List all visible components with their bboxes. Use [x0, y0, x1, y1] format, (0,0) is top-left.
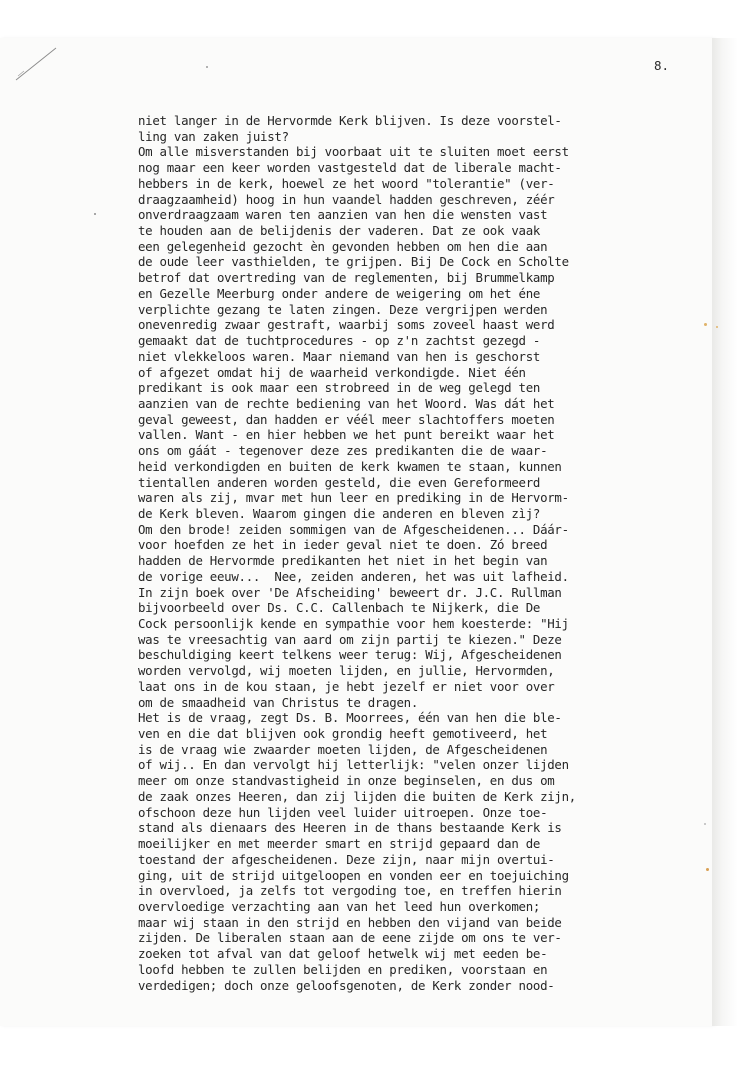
- text-line: niet vlekkeloos waren. Maar niemand van hen is geschorst: [138, 348, 541, 364]
- paper-speck: [206, 66, 208, 68]
- text-line: hadden de Hervormde predikanten het niet in het begin van: [138, 553, 548, 569]
- text-line: ling van zaken juist?: [138, 128, 289, 144]
- text-line: ons om gáát - tegenover deze zes predikanten die de waar-: [138, 443, 548, 459]
- text-line: aanzien van de rechte bediening van het Woord. Was dát het: [138, 395, 555, 411]
- text-line: Het is de vraag, zegt Ds. B. Moorrees, één van hen die ble-: [138, 710, 562, 726]
- paper-speck: [704, 823, 706, 825]
- text-line: zoeken tot afval van dat geloof hetwelk wij met eeden be-: [138, 946, 548, 962]
- text-line: overvloedige verzachting aan van het leed hun overkomen;: [138, 898, 541, 914]
- text-line: en Gezelle Meerburg onder andere de weigering om het éne: [138, 285, 541, 301]
- text-line: waren als zij, mvar met hun leer en prediking in de Hervorm-: [138, 490, 569, 506]
- text-line: onevenredig zwaar gestraft, waarbij soms zoveel haast werd: [138, 317, 555, 333]
- text-line: ging, uit de strijd uitgeloopen en vonden eer en toejuiching: [138, 867, 569, 883]
- text-line: verdedigen; doch onze geloofsgenoten, de Kerk zonder nood-: [138, 977, 555, 993]
- text-line: hebbers in de kerk, hoewel ze het woord "tolerantie" (ver-: [138, 175, 555, 191]
- text-line: of afgezet omdat hij de waarheid verkondigde. Niet één: [138, 364, 526, 380]
- text-line: de Kerk bleven. Waarom gingen die anderen en bleven zìj?: [138, 505, 541, 521]
- text-line: meer om onze standvastigheid in onze beginselen, en dus om: [138, 773, 555, 789]
- text-line: moeilijker en met meerder smart en strijd gepaard dan de: [138, 836, 541, 852]
- text-line: betrof dat overtreding van de reglementen, bij Brummelkamp: [138, 270, 555, 286]
- text-line: een gelegenheid gezocht èn gevonden hebben om hen die aan: [138, 238, 548, 254]
- text-line: ven en die dat blijven ook grondig heeft gemotiveerd, het: [138, 726, 548, 742]
- text-line: voor hoefden ze het in ieder geval niet te doen. Zó breed: [138, 537, 548, 553]
- text-line: of wij.. En dan vervolgt hij letterlijk: "velen onzer lijden: [138, 757, 569, 773]
- text-line: nog maar een keer worden vastgesteld dat de liberale macht-: [138, 160, 562, 176]
- text-line: tientallen anderen worden gesteld, die even Gereformeerd: [138, 474, 541, 490]
- text-line: maar wij staan in den strijd en hebben den vijand van beide: [138, 914, 562, 930]
- text-line: In zijn boek over 'De Afscheiding' beweert dr. J.C. Rullman: [138, 584, 562, 600]
- text-line: Om den brode! zeiden sommigen van de Afgescheidenen... Dáár-: [138, 521, 569, 537]
- text-line: toestand der afgescheidenen. Deze zijn, naar mijn overtui-: [138, 851, 555, 867]
- paper-speck: [716, 326, 718, 328]
- text-line: geval geweest, dan hadden er véél meer slachtoffers moeten: [138, 411, 555, 427]
- text-line: laat ons in de kou staan, je hebt jezelf er niet voor over: [138, 678, 555, 694]
- text-line: beschuldiging keert telkens weer terug: Wij, Afgescheidenen: [138, 647, 562, 663]
- text-line: loofd hebben te zullen belijden en prediken, voorstaan en: [138, 961, 548, 977]
- paper-speck: [704, 323, 707, 326]
- page-number: 8.: [654, 58, 670, 73]
- text-line: Cock persoonlijk kende en sympathie voor hem koesterde: "Hij: [138, 616, 569, 631]
- body-text: [138, 113, 678, 993]
- text-line: verplichte gezang te laten zingen. Deze vergrijpen werden: [138, 301, 548, 317]
- text-line: ofschoon deze hun lijden veel luider uitroepen. Onze toe-: [138, 804, 548, 820]
- text-line: zijden. De liberalen staan aan de eene zijde om ons te ver-: [138, 930, 562, 946]
- text-line: de vorige eeuw... Nee, zeiden anderen, het was uit lafheid.: [138, 568, 569, 584]
- text-line: gemaakt dat de tuchtprocedures - op z'n zachtst gezegd -: [138, 333, 541, 349]
- text-line: niet langer in de Hervormde Kerk blijven. Is deze voorstel-: [138, 113, 562, 128]
- paper-speck: [94, 213, 96, 215]
- text-line: de oude leer vasthielden, te grijpen. Bij De Cock en Scholte: [138, 254, 569, 270]
- text-line: de zaak onzes Heeren, dan zij lijden die buiten de Kerk zijn,: [138, 788, 576, 804]
- text-line: predikant is ook maar een strobreed in de weg gelegd ten: [138, 380, 541, 396]
- text-line: draagzaamheid) hoog in hun vaandel hadden geschreven, zéér: [138, 191, 555, 207]
- text-line: heid verkondigden en buiten de kerk kwamen te staan, kunnen: [138, 458, 562, 474]
- text-line: in overvloed, ja zelfs tot vergoding toe, en treffen hierin: [138, 883, 562, 899]
- text-line: onverdraagzaam waren ten aanzien van hen die wensten vast: [138, 207, 548, 223]
- text-line: Om alle misverstanden bij voorbaat uit te sluiten moet eerst: [138, 144, 569, 160]
- text-line: is de vraag wie zwaarder moeten lijden, de Afgescheidenen: [138, 741, 548, 757]
- text-line: stand als dienaars des Heeren in de thans bestaande Kerk is: [138, 820, 562, 836]
- text-line: worden vervolgd, wij moeten lijden, en jullie, Hervormden,: [138, 663, 555, 679]
- text-line: om de smaadheid van Christus te dragen.: [138, 694, 419, 710]
- paper-speck: [706, 868, 709, 871]
- text-line: was te vreesachtig van aard om zijn partij te kiezen." Deze: [138, 631, 562, 647]
- text-line: te houden aan de belijdenis der vaderen. Dat ze ook vaak: [138, 223, 541, 239]
- pencil-corner-mark: [14, 46, 58, 82]
- text-line: vallen. Want - en hier hebben we het punt bereikt waar het: [138, 427, 555, 443]
- page-edge-shadow: [712, 38, 738, 1026]
- text-line: bijvoorbeeld over Ds. C.C. Callenbach te Nijkerk, die De: [138, 600, 541, 616]
